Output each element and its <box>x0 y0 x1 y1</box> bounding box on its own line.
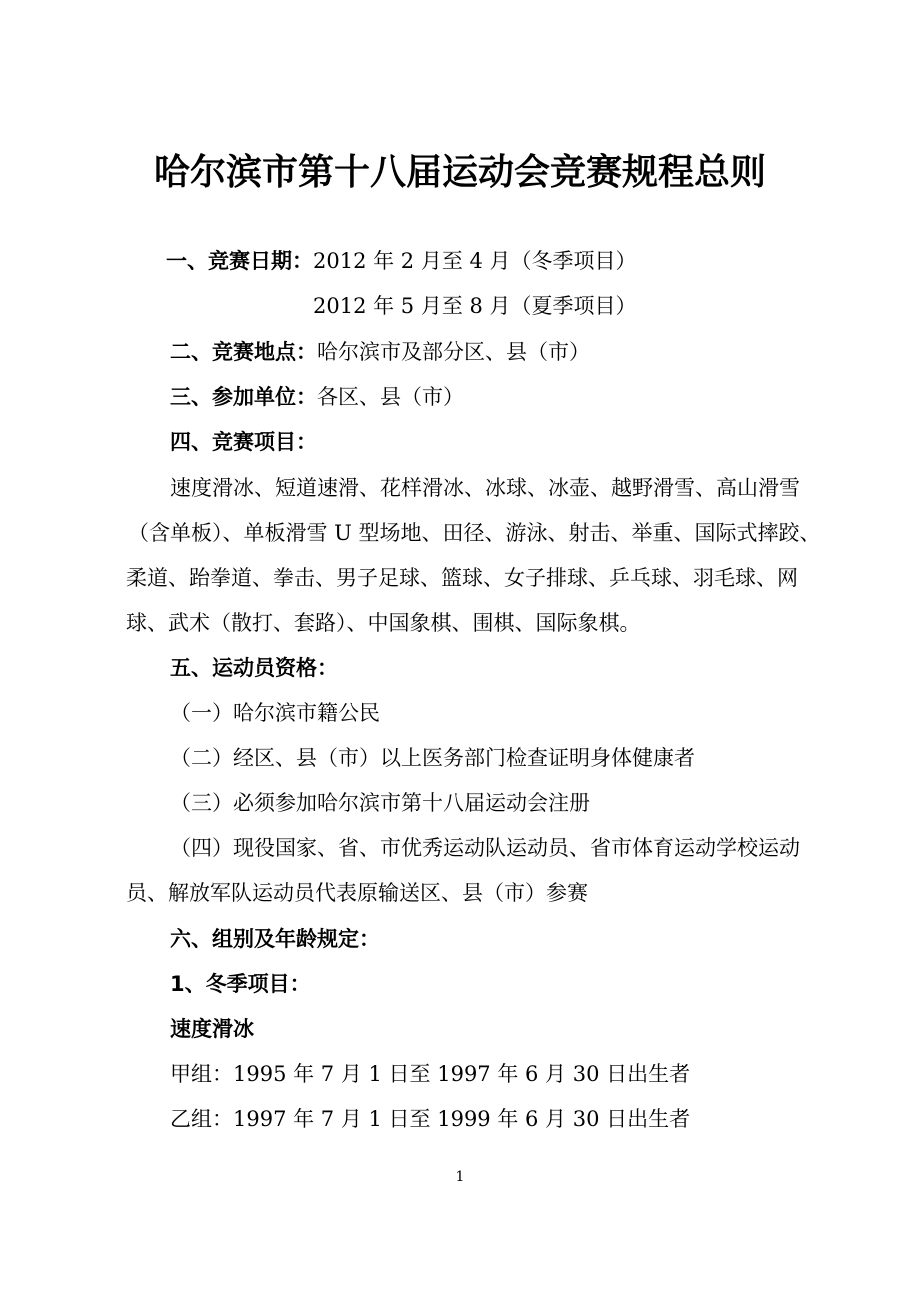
winter-events-label-text: 1、冬季项目： <box>170 972 311 996</box>
sport-heading-text: 速度滑冰 <box>170 1017 254 1041</box>
section-events <box>170 427 317 457</box>
section-dates-line2: 2012 年 5 月至 8 月（夏季项目） <box>313 294 637 318</box>
section-eligibility-label: 五、运动员资格： <box>170 656 338 680</box>
section-venue-label: 二、竞赛地点： <box>170 340 317 364</box>
section-units-value: 各区、县（市） <box>317 385 464 409</box>
group-a-line: 甲组：1995 年 7 月 1 日至 1997 年 6 月 30 日出生者 <box>170 1062 691 1086</box>
section-dates-label: 一、竞赛日期： <box>166 249 313 273</box>
events-line: 柔道、跆拳道、拳击、男子足球、篮球、女子排球、乒乓球、羽毛球、网 <box>126 566 798 590</box>
section-eligibility <box>170 653 338 683</box>
eligibility-item-continued: 员、解放军队运动员代表原输送区、县（市）参赛 <box>126 881 588 905</box>
section-dates-line1: 2012 年 2 月至 4 月（冬季项目） <box>313 249 637 273</box>
section-dates <box>166 246 637 276</box>
document-title: 哈尔滨市第十八届运动会竞赛规程总则 <box>153 152 766 193</box>
section-groups <box>170 924 380 954</box>
section-events-label: 四、竞赛项目： <box>170 430 317 454</box>
eligibility-item: （二）经区、县（市）以上医务部门检查证明身体健康者 <box>170 746 695 770</box>
events-line: （含单板）、单板滑雪 U 型场地、田径、游泳、射击、举重、国际式摔跤、 <box>128 521 821 545</box>
section-units <box>170 382 464 412</box>
group-b-line: 乙组：1997 年 7 月 1 日至 1999 年 6 月 30 日出生者 <box>170 1107 691 1131</box>
section-venue <box>170 337 590 367</box>
page-number: 1 <box>455 1169 465 1185</box>
eligibility-item: （一）哈尔滨市籍公民 <box>170 701 380 725</box>
events-line: 速度滑冰、短道速滑、花样滑冰、冰球、冰壶、越野滑雪、高山滑雪 <box>170 476 800 500</box>
winter-events-label <box>170 969 311 999</box>
eligibility-item: （三）必须参加哈尔滨市第十八届运动会注册 <box>170 791 590 815</box>
eligibility-item: （四）现役国家、省、市优秀运动队运动员、省市体育运动学校运动 <box>170 836 800 860</box>
section-units-label: 三、参加单位： <box>170 385 317 409</box>
section-venue-value: 哈尔滨市及部分区、县（市） <box>317 340 590 364</box>
section-groups-label: 六、组别及年龄规定： <box>170 927 380 951</box>
sport-heading <box>170 1014 254 1044</box>
events-line: 球、武术（散打、套路）、中国象棋、围棋、国际象棋。 <box>126 611 641 635</box>
